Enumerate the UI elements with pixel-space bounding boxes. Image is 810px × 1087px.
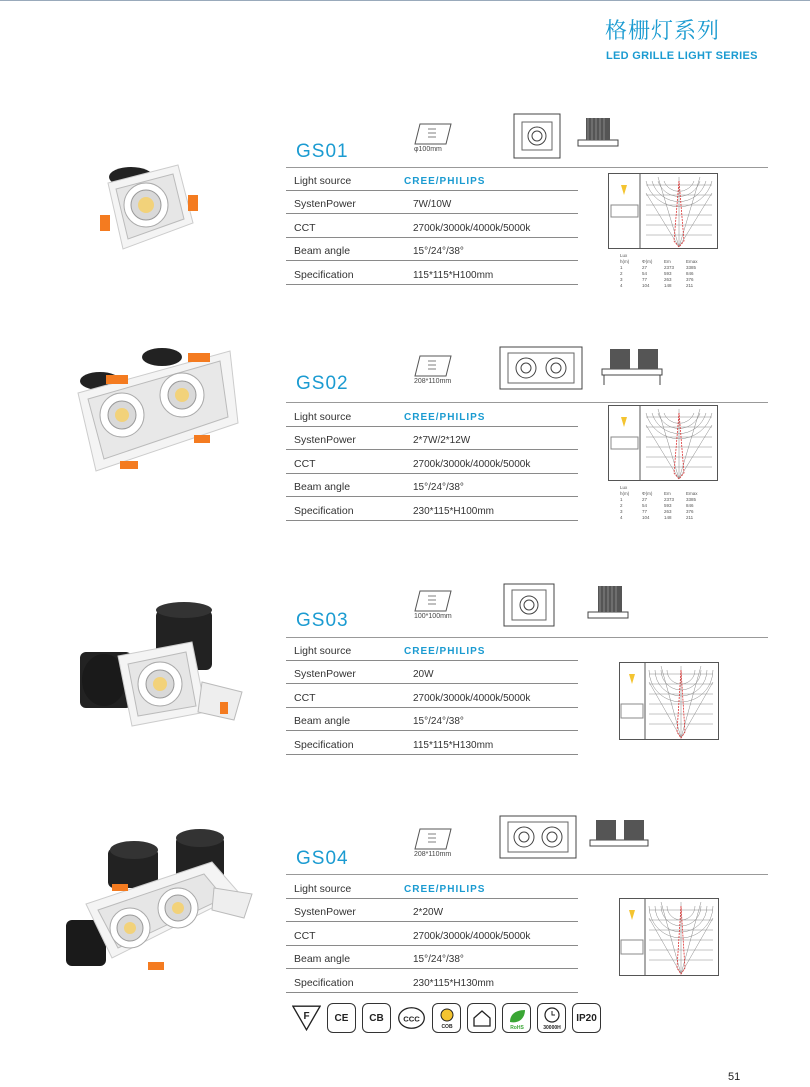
cob-chip-icon xyxy=(432,1003,461,1033)
product-gs03 xyxy=(0,580,810,770)
rohs-leaf-icon xyxy=(502,1003,531,1033)
cutout-icon xyxy=(414,828,452,850)
spec-row-light-source: Light source CREE/PHILIPS xyxy=(286,167,578,191)
spec-row-specification: Specification 115*115*H100mm xyxy=(286,261,578,285)
cutout-icon xyxy=(414,355,452,377)
spec-row-light-source: Light source CREE/PHILIPS xyxy=(286,403,578,427)
light-distribution-diagram xyxy=(619,662,719,745)
svg-text:COB: COB xyxy=(440,1024,453,1030)
spec-row-beam-angle: Beam angle 15°/24°/38° xyxy=(286,946,578,970)
svg-text:RoHS: RoHS xyxy=(509,1025,524,1030)
spec-row-power: SystenPower 20W xyxy=(286,661,578,685)
ccc-mark-icon xyxy=(397,1003,426,1033)
spec-row-beam-angle: Beam angle 15°/24°/38° xyxy=(286,474,578,498)
spec-row-specification: Specification 115*115*H130mm xyxy=(286,731,578,755)
spec-row-cct: CCT 2700k/3000k/4000k/5000k xyxy=(286,450,578,474)
dimension-drawing xyxy=(496,343,676,402)
svg-text:CCC: CCC xyxy=(403,1014,420,1024)
cb-mark-icon: CB xyxy=(362,1003,391,1033)
spec-row-cct: CCT 2700k/3000k/4000k/5000k xyxy=(286,922,578,946)
spec-table xyxy=(286,403,578,521)
product-photo xyxy=(70,343,240,478)
product-gs02 xyxy=(0,335,810,535)
product-photo xyxy=(74,602,254,737)
series-title-cn: 格栅灯系列 xyxy=(605,19,721,44)
dimension-drawing xyxy=(490,812,670,873)
cutout-icon xyxy=(414,123,452,145)
spec-row-light-source: Light source CREE/PHILIPS xyxy=(286,637,578,661)
product-gs01 xyxy=(0,105,810,295)
cutout-size: 100*100mm xyxy=(414,590,464,620)
certification-row xyxy=(292,1003,601,1033)
ip20-rating-icon: IP20 xyxy=(572,1003,601,1033)
dimension-drawing xyxy=(496,580,646,635)
spec-row-beam-angle: Beam angle 15°/24°/38° xyxy=(286,238,578,262)
svg-text:30000H: 30000H xyxy=(542,1025,561,1031)
home-icon xyxy=(467,1003,496,1033)
cutout-size: 208*110mm xyxy=(414,355,464,385)
page-number: 51 xyxy=(728,1071,741,1083)
lux-table: Lux h(m) Φ(m) Em Emax 1 27 2373 3385 2 54 593 846 3 77 263 376 4 104 148 211 xyxy=(620,253,698,288)
spec-row-cct: CCT 2700k/3000k/4000k/5000k xyxy=(286,684,578,708)
spec-table xyxy=(286,637,578,755)
lux-table: Lux h(m) Φ(m) Em Emax 1 27 2373 3385 2 54 593 846 3 77 263 376 4 104 148 211 xyxy=(620,485,698,520)
dimension-drawing xyxy=(508,112,638,167)
spec-row-power: SystenPower 2*20W xyxy=(286,899,578,923)
light-distribution-diagram xyxy=(619,898,719,981)
spec-table xyxy=(286,167,578,285)
lifetime-clock-icon xyxy=(537,1003,566,1033)
spec-table xyxy=(286,875,578,993)
product-code: GS02 xyxy=(296,373,349,394)
spec-row-cct: CCT 2700k/3000k/4000k/5000k xyxy=(286,214,578,238)
product-code: GS01 xyxy=(296,141,349,162)
cutout-size: φ100mm xyxy=(414,123,464,153)
top-border xyxy=(0,0,810,1)
spec-row-beam-angle: Beam angle 15°/24°/38° xyxy=(286,708,578,732)
product-gs04 xyxy=(0,800,810,1000)
product-code: GS03 xyxy=(296,610,349,631)
cutout-icon xyxy=(414,590,452,612)
product-code: GS04 xyxy=(296,848,349,869)
f-mark-icon xyxy=(292,1003,321,1033)
product-photo xyxy=(98,153,208,273)
svg-text:F: F xyxy=(303,1010,310,1022)
product-photo xyxy=(64,828,254,983)
light-distribution-diagram xyxy=(608,173,718,254)
spec-row-power: SystenPower 2*7W/2*12W xyxy=(286,427,578,451)
spec-row-specification: Specification 230*115*H100mm xyxy=(286,497,578,521)
spec-row-specification: Specification 230*115*H130mm xyxy=(286,969,578,993)
spec-row-power: SystenPower 7W/10W xyxy=(286,191,578,215)
cutout-size: 208*110mm xyxy=(414,828,464,858)
series-title-en: LED GRILLE LIGHT SERIES xyxy=(606,50,758,62)
spec-row-light-source: Light source CREE/PHILIPS xyxy=(286,875,578,899)
light-distribution-diagram xyxy=(608,405,718,486)
ce-mark-icon: CE xyxy=(327,1003,356,1033)
